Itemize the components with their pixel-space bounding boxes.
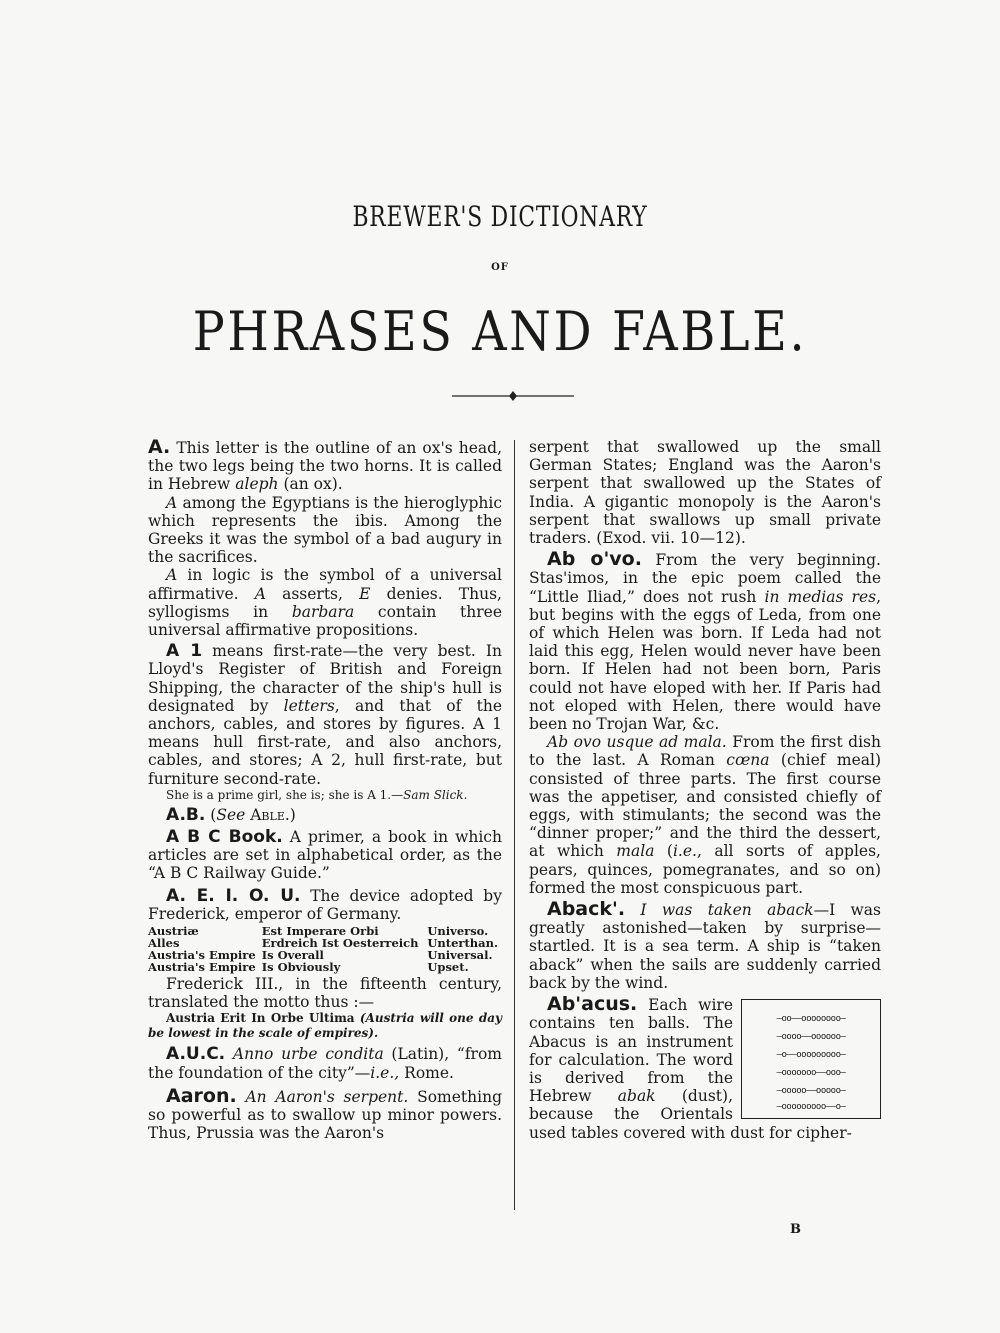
column-divider (514, 440, 515, 1210)
entry-abacus: Ab'acus. Each wire contains ten balls. The Abacus is an instrument for calculation. The word is derived from the Hebrew abak (dust), because the Orientals used tables covered with dust for cipher- (529, 995, 852, 1142)
ornamental-rule (452, 391, 574, 401)
entry-a1: A 1 means first-rate—the very best. In Lloyd's Register of British and Foreign Shipping, the character of the ship's hull is designated by letters, and that of the anchors, cables, and stores by figures. A 1 means hull first-rate, and also anchors, cables, and stores; A 2, hull first-rate, but furniture second-rate. (148, 641, 502, 788)
left-column (148, 438, 502, 1143)
entry-aback: Aback'. I was taken aback—I was greatly astonished—taken by surprise—startled. It is a sea term. A ship is “taken aback” when the sails are suddenly carried back by the wind. (529, 898, 881, 992)
motto-row: Austriæ Est Imperare Orbi Universo. (148, 924, 489, 939)
motto-row: Austria's Empire Is Obviously Upset. (148, 960, 469, 975)
abacus-wire: —oooo——oooooo— (776, 1032, 846, 1043)
entry-ab: A.B. (See Able.) (166, 804, 296, 825)
page-title-of: OF (491, 262, 509, 273)
page-title-main: PHRASES AND FABLE. (192, 300, 808, 363)
entry-a-egypt: A among the Egyptians is the hieroglyphic which represents the ibis. Among the Greeks it was the symbol of a bad augury in the sacrifices. (148, 493, 502, 567)
quote-sam-slick: She is a prime girl, she is; she is A 1.—Sam Slick. (166, 787, 468, 802)
entry-aeiou: A. E. I. O. U. The device adopted by Frederick, emperor of Germany. (148, 885, 502, 923)
entry-aaron-cont: serpent that swallowed up the small German States; England was the Aaron's serpent that swallowed up the States of India. A gigantic monopoly is the Aaron's serpent that swallows up small private traders. (Exod. vii. 10—12). (529, 438, 881, 548)
entry-auc: A.U.C. Anno urbe condita (Latin), “from the foundation of the city”—i.e., Rome. (148, 1044, 502, 1082)
abacus-wire: —ooooo——ooooo— (776, 1086, 846, 1097)
entry-aeiou-frederick: Frederick III., in the fifteenth century, translated the motto thus :— (148, 975, 502, 1012)
right-column (529, 438, 881, 1142)
entry-ab-ovo-usque: Ab ovo usque ad mala. From the first dish to the last. A Roman cœna (chief meal) consisted of three parts. The first course was the appetiser, and consisted chiefly of eggs, with stimulants; the second was the “dinner proper;” and the third the dessert, at which mala (i.e., all sorts of apples, pears, quinces, pomegranates, and so on) formed the most conspicuous part. (529, 733, 881, 897)
motto-row: Austria's Empire Is Overall Universal. (148, 948, 493, 963)
page-title-line1: BREWER'S DICTIONARY (352, 200, 648, 233)
abacus-wire: —oo——oooooooo— (776, 1014, 846, 1025)
entry-a-logic: A in logic is the symbol of a universal affirmative. A asserts, E denies. Thus, syllogisms in barbara contain three universal affirmative propositions. (148, 566, 502, 640)
quote-austria: Austria Erit In Orbe Ultima (Austria will one day be lowest in the scale of empires). (148, 1011, 502, 1041)
entry-a: A. This letter is the outline of an ox's head, the two legs being the two horns. It is called in Hebrew aleph (an ox). (148, 436, 502, 494)
motto-table (148, 925, 502, 973)
abacus-wire: —ooooooo——ooo— (776, 1068, 846, 1079)
entry-abacus-wrap (529, 995, 881, 1142)
abacus-wire: —ooooooooo——o— (776, 1102, 846, 1113)
entry-aaron: Aaron. An Aaron's serpent. Something so powerful as to swallow up minor powers. Thus, Prussia was the Aaron's (148, 1084, 502, 1143)
signature-mark: B (790, 1222, 801, 1237)
abacus-wire: —o——ooooooooo— (776, 1050, 846, 1061)
entry-abc-book: A B C Book. A primer, a book in which articles are set in alphabetical order, as the “A B C Railway Guide.” (148, 827, 502, 883)
entry-ab-ovo: Ab o'vo. From the very beginning. Stas'imos, in the epic poem called the “Little Iliad,” does not rush in medias res, but begins with the eggs of Leda, from one of which Helen was born. If Leda had not laid this egg, Helen would never have been born. If Helen had not been born, Paris could not have eloped with her. If Paris had not eloped with Helen, there would have been no Trojan War, &c. (529, 548, 882, 734)
abacus-illustration (741, 999, 881, 1119)
motto-row: Alles Erdreich Ist Oesterreich Unterthan. (148, 936, 498, 951)
